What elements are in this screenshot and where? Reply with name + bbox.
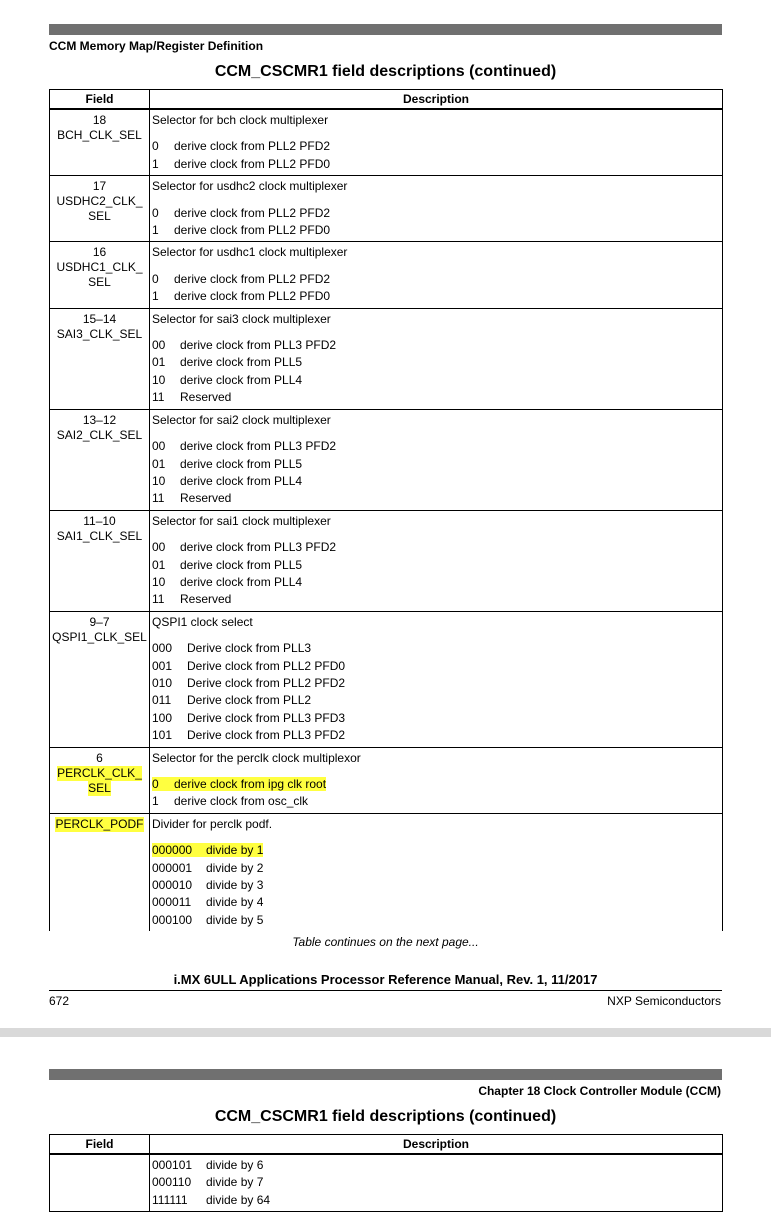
value-entry <box>152 575 302 589</box>
value-row <box>152 793 720 810</box>
description-header: Description <box>150 1135 723 1155</box>
field-name: SEL <box>88 780 111 795</box>
value-code: 000101 <box>152 1158 193 1172</box>
footer-title: i.MX 6ULL Applications Processor Reference Manual, Rev. 1, 11/2017 <box>173 972 598 987</box>
value-row <box>152 574 720 591</box>
value-text: Derive clock from PLL2 PFD2 <box>187 675 346 690</box>
description-cell <box>150 109 723 176</box>
value-text: Derive clock from PLL3 PFD3 <box>187 710 346 725</box>
spacer <box>152 328 720 337</box>
table-row <box>50 510 723 611</box>
value-row <box>152 539 720 556</box>
value-text: Derive clock from PLL3 <box>187 641 312 656</box>
header-bar <box>49 1069 722 1080</box>
value-code: 11 <box>152 491 165 506</box>
value-row <box>152 591 720 608</box>
field-bits: 15–14 <box>82 311 117 326</box>
table-continues-note: Table continues on the next page... <box>292 935 479 949</box>
page-separator <box>0 1028 771 1037</box>
spacer <box>152 631 720 640</box>
value-code: 01 <box>152 355 166 370</box>
value-code: 000000 <box>152 843 193 858</box>
value-row <box>152 354 720 371</box>
value-entry <box>152 223 330 237</box>
value-text: derive clock from PLL5 <box>180 355 303 370</box>
value-entry <box>152 558 302 572</box>
field-name: SAI3_CLK_SEL <box>56 326 143 341</box>
value-code: 1 <box>152 289 159 304</box>
field-description-table <box>49 89 723 931</box>
running-head: Chapter 18 Clock Controller Module (CCM) <box>478 1084 721 1098</box>
value-code: 0 <box>152 139 159 154</box>
value-row <box>152 640 720 657</box>
value-entry <box>152 338 336 352</box>
value-text: derive clock from PLL4 <box>180 574 303 589</box>
value-row <box>152 1192 720 1209</box>
field-name: SAI2_CLK_SEL <box>56 427 143 442</box>
table-row <box>50 242 723 308</box>
value-code: 0 <box>152 205 159 220</box>
table-title: CCM_CSCMR1 field descriptions (continued) <box>214 1108 557 1125</box>
table-header-row <box>50 1135 723 1155</box>
table-row <box>50 176 723 242</box>
description-title: Selector for usdhc1 clock multiplexer <box>152 245 348 260</box>
value-code: 000001 <box>152 860 193 875</box>
value-row <box>152 222 720 239</box>
spacer <box>152 196 720 205</box>
table-row <box>50 1154 723 1212</box>
value-code: 011 <box>152 693 172 708</box>
value-code: 1 <box>152 223 159 238</box>
value-code: 01 <box>152 557 166 572</box>
description-header: Description <box>150 90 723 110</box>
value-text: Derive clock from PLL3 PFD2 <box>187 728 346 743</box>
value-entry <box>152 843 263 857</box>
value-text: derive clock from PLL2 PFD0 <box>174 223 331 238</box>
value-text: derive clock from ipg clk root <box>174 777 327 791</box>
value-code: 1 <box>152 794 159 809</box>
value-code: 100 <box>152 710 173 725</box>
value-entry <box>152 592 231 606</box>
field-cell <box>50 308 150 409</box>
value-code: 00 <box>152 540 166 555</box>
description-cell <box>150 176 723 242</box>
description-title: Selector for sai1 clock multiplexer <box>152 513 331 528</box>
value-row <box>152 1157 720 1174</box>
table-title: CCM_CSCMR1 field descriptions (continued) <box>214 63 557 80</box>
table-row <box>50 611 723 747</box>
value-entry <box>152 474 302 488</box>
footer-rule <box>49 990 722 991</box>
field-cell <box>50 1154 150 1212</box>
field-name: PERCLK_PODF <box>55 816 144 831</box>
value-code: 11 <box>152 390 165 405</box>
description-cell <box>150 510 723 611</box>
spacer <box>152 530 720 539</box>
value-text: Reserved <box>180 592 232 607</box>
value-code: 10 <box>152 574 166 589</box>
description-title: Selector for sai3 clock multiplexer <box>152 311 331 326</box>
value-entry <box>152 139 330 153</box>
value-text: derive clock from PLL5 <box>180 456 303 471</box>
value-text: derive clock from PLL4 <box>180 473 303 488</box>
value-row <box>152 710 720 727</box>
running-head: CCM Memory Map/Register Definition <box>49 39 264 53</box>
field-bits: 16 <box>92 245 107 260</box>
value-code: 000011 <box>152 895 192 910</box>
value-entry <box>152 777 326 791</box>
value-entry <box>152 491 231 505</box>
description-cell <box>150 409 723 510</box>
value-text: divide by 6 <box>206 1158 264 1172</box>
value-row <box>152 557 720 574</box>
field-bits: 18 <box>92 113 107 127</box>
field-description-table <box>49 1134 723 1212</box>
field-bits: 6 <box>96 750 103 765</box>
value-code: 000 <box>152 641 173 656</box>
value-entry <box>152 355 302 369</box>
value-entry <box>152 1158 263 1172</box>
value-row <box>152 138 720 155</box>
value-entry <box>152 659 345 673</box>
value-row <box>152 473 720 490</box>
value-row <box>152 438 720 455</box>
field-cell <box>50 176 150 242</box>
value-text: derive clock from PLL2 PFD0 <box>174 156 331 171</box>
field-cell <box>50 611 150 747</box>
spacer <box>152 129 720 138</box>
description-cell <box>150 242 723 308</box>
value-row <box>152 776 720 793</box>
value-entry <box>152 913 263 927</box>
value-entry <box>152 439 336 453</box>
value-code: 10 <box>152 473 166 488</box>
value-row <box>152 877 720 894</box>
value-text: derive clock from PLL5 <box>180 557 303 572</box>
value-row <box>152 205 720 222</box>
value-entry <box>152 728 345 742</box>
value-entry <box>152 878 263 892</box>
value-row <box>152 337 720 354</box>
field-name: BCH_CLK_SEL <box>57 128 142 142</box>
value-code: 000110 <box>152 1175 192 1190</box>
value-text: derive clock from PLL3 PFD2 <box>180 439 337 454</box>
description-cell <box>150 308 723 409</box>
value-entry <box>152 289 330 303</box>
value-row <box>152 894 720 911</box>
field-bits: 17 <box>92 179 107 194</box>
value-entry <box>152 895 263 909</box>
value-entry <box>152 457 302 471</box>
field-header: Field <box>50 1135 150 1155</box>
value-entry <box>152 157 330 171</box>
value-entry <box>152 676 345 690</box>
value-entry <box>152 711 345 725</box>
value-row <box>152 675 720 692</box>
field-bits: 13–12 <box>82 412 117 427</box>
value-row <box>152 912 720 929</box>
value-text: derive clock from PLL2 PFD2 <box>174 205 331 220</box>
field-name: SAI1_CLK_SEL <box>56 528 143 543</box>
value-code: 11 <box>152 592 165 607</box>
value-text: Derive clock from PLL2 PFD0 <box>187 658 346 673</box>
table-row <box>50 747 723 813</box>
value-entry <box>152 206 330 220</box>
field-name: QSPI1_CLK_SEL <box>52 629 147 644</box>
value-text: derive clock from PLL2 PFD0 <box>174 289 331 304</box>
value-row <box>152 389 720 406</box>
value-row <box>152 727 720 744</box>
value-text: divide by 1 <box>206 843 264 858</box>
value-text: derive clock from PLL2 PFD2 <box>174 139 331 154</box>
value-text: Reserved <box>180 390 232 405</box>
field-cell <box>50 109 150 176</box>
value-text: divide by 7 <box>206 1175 264 1190</box>
value-row <box>152 860 720 877</box>
value-row <box>152 372 720 389</box>
value-code: 00 <box>152 439 166 454</box>
value-text: divide by 64 <box>206 1192 271 1207</box>
value-text: divide by 2 <box>206 860 264 875</box>
company-name: NXP Semiconductors <box>607 994 721 1008</box>
description-title: Divider for perclk podf. <box>152 816 273 831</box>
value-entry <box>152 540 336 554</box>
value-code: 1 <box>152 156 159 171</box>
value-code: 0 <box>152 271 159 286</box>
table-row <box>50 308 723 409</box>
description-cell <box>150 813 723 931</box>
value-entry <box>152 641 311 655</box>
field-name: SEL <box>88 275 111 290</box>
value-code: 01 <box>152 456 166 471</box>
value-code: 111111 <box>152 1192 188 1207</box>
table-header-row <box>50 90 723 110</box>
value-code: 010 <box>152 675 173 690</box>
value-row <box>152 692 720 709</box>
page-number: 672 <box>49 994 70 1008</box>
value-entry <box>152 1193 270 1207</box>
description-title: Selector for usdhc2 clock multiplexer <box>152 179 348 194</box>
spacer <box>152 262 720 271</box>
value-entry <box>152 272 330 286</box>
value-text: derive clock from PLL2 PFD2 <box>174 271 331 286</box>
value-text: derive clock from PLL4 <box>180 372 303 387</box>
value-entry <box>152 794 308 808</box>
field-name: PERCLK_CLK_ <box>57 765 142 780</box>
value-row <box>152 288 720 305</box>
value-entry <box>152 390 231 404</box>
field-bits: 9–7 <box>89 614 110 629</box>
value-entry <box>152 861 263 875</box>
field-header: Field <box>50 90 150 110</box>
value-row <box>152 271 720 288</box>
spacer <box>152 833 720 842</box>
value-code: 000010 <box>152 878 193 893</box>
value-row <box>152 1174 720 1191</box>
value-entry <box>152 693 311 707</box>
table-row <box>50 813 723 931</box>
value-entry <box>152 1175 263 1189</box>
description-title: QSPI1 clock select <box>152 614 253 629</box>
value-entry <box>152 373 302 387</box>
value-code: 001 <box>152 658 173 673</box>
value-row <box>152 456 720 473</box>
description-cell <box>150 611 723 747</box>
value-code: 0 <box>152 777 159 791</box>
header-bar <box>49 24 722 35</box>
value-code: 101 <box>152 728 173 743</box>
value-text: Derive clock from PLL2 <box>187 693 312 708</box>
field-name: USDHC1_CLK_ <box>56 260 143 275</box>
description-cell <box>150 747 723 813</box>
field-name: SEL <box>88 209 111 224</box>
field-cell <box>50 747 150 813</box>
description-title: Selector for bch clock multiplexer <box>152 113 329 127</box>
field-bits: 11–10 <box>83 513 116 528</box>
field-cell <box>50 813 150 931</box>
value-text: derive clock from PLL3 PFD2 <box>180 540 337 555</box>
value-text: Reserved <box>180 491 232 506</box>
value-code: 000100 <box>152 912 193 927</box>
table-row <box>50 409 723 510</box>
value-text: divide by 3 <box>206 878 264 893</box>
value-text: divide by 5 <box>206 912 264 927</box>
value-row <box>152 490 720 507</box>
description-title: Selector for the perclk clock multiplexor <box>152 750 361 765</box>
spacer <box>152 429 720 438</box>
field-cell <box>50 409 150 510</box>
field-cell <box>50 510 150 611</box>
spacer <box>152 767 720 776</box>
value-text: divide by 4 <box>206 895 264 910</box>
field-cell <box>50 242 150 308</box>
field-name: USDHC2_CLK_ <box>56 194 143 209</box>
value-row <box>152 842 720 859</box>
description-cell <box>150 1154 723 1212</box>
value-code: 00 <box>152 338 166 353</box>
value-text: derive clock from PLL3 PFD2 <box>180 338 337 353</box>
description-title: Selector for sai2 clock multiplexer <box>152 412 331 427</box>
value-row <box>152 156 720 173</box>
value-code: 10 <box>152 372 166 387</box>
value-row <box>152 658 720 675</box>
table-row <box>50 109 723 176</box>
value-text: derive clock from osc_clk <box>174 794 309 809</box>
